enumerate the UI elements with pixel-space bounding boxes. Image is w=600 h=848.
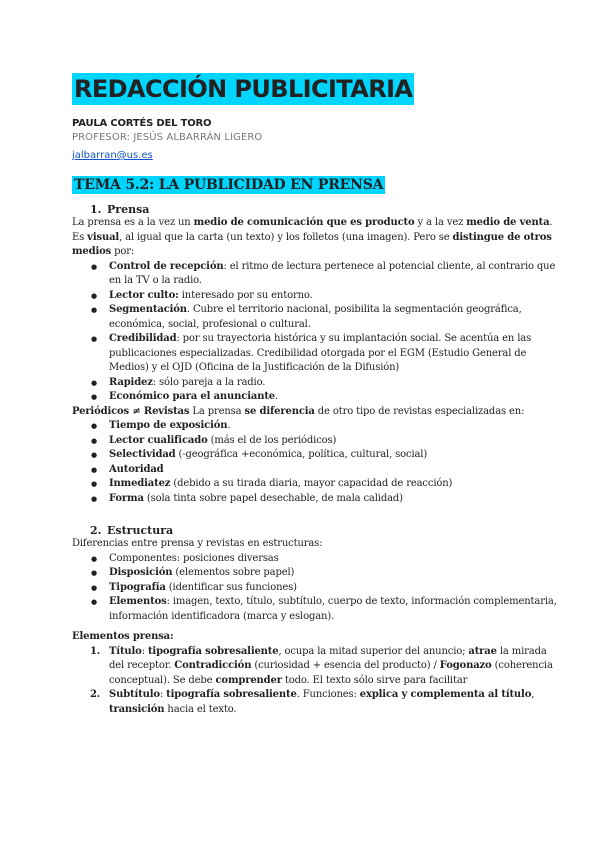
list-item: [109, 581, 560, 596]
bold-text: Control de recepción: [109, 260, 224, 272]
bold-text: medio de comunicación que es producto: [193, 217, 415, 228]
email-link[interactable]: jalbarran@us.es: [72, 150, 153, 161]
list-item: [109, 260, 560, 289]
text-run: (-geográfica +económica, política, cultural, social): [175, 449, 428, 460]
list-item: [109, 390, 560, 405]
bold-text: Fogonazo: [439, 660, 492, 671]
bold-text: Forma: [109, 492, 144, 504]
text-run: :: [159, 689, 167, 700]
text-run: .: [227, 420, 231, 431]
item-number: 2.: [90, 689, 101, 700]
bold-text: Inmediatez: [109, 478, 171, 489]
text-run: La prensa: [189, 405, 245, 417]
text-run: y a la vez: [414, 217, 467, 228]
list-item: [109, 448, 560, 463]
text-run: : sólo pareja a la radio.: [152, 376, 266, 388]
list-item: [109, 477, 560, 492]
text-run: hacia el texto.: [164, 703, 237, 715]
bold-text: transición: [109, 703, 165, 715]
bold-text: Tipografía: [109, 581, 166, 593]
list-item: [109, 595, 560, 624]
heading-label: Prensa: [107, 203, 150, 216]
bold-text: Tiempo de exposición: [109, 420, 228, 431]
text-run: (coherencia conceptual). Se debe: [109, 660, 553, 686]
bold-text: Credibilidad: [109, 333, 177, 344]
bold-text: Contradicción: [174, 660, 252, 671]
numbered-item: [90, 688, 560, 717]
heading-label: Estructura: [107, 524, 174, 537]
text-run: .: [275, 391, 279, 402]
list-item: [109, 463, 560, 478]
list-item: [109, 434, 560, 449]
bold-text: visual: [87, 231, 120, 243]
list-item: [109, 419, 560, 434]
list-item: [109, 303, 560, 332]
bold-text: Lector culto:: [109, 289, 179, 301]
text-run: interesado por su entorno.: [178, 289, 313, 301]
text-run: (debido a su tirada diaria, mayor capacidad de reacción): [170, 478, 453, 489]
bold-text: atrae: [468, 645, 497, 657]
list-item: [109, 376, 560, 391]
text-run: (sola tinta sobre papel desechable, de mala calidad): [143, 492, 403, 504]
text-run: (elementos sobre papel): [172, 567, 295, 578]
estructura-bullet-list: [72, 552, 560, 625]
heading-estructura: [90, 524, 560, 537]
text-run: todo. El texto sólo sirve para facilitar: [281, 674, 468, 686]
elementos-heading-label: Elementos prensa:: [72, 631, 174, 642]
section-title: TEMA 5.2: LA PUBLICIDAD EN PRENSA: [74, 177, 384, 193]
bold-text: Título: [109, 645, 142, 657]
bold-text: Periódicos ≠ Revistas: [72, 405, 190, 417]
elementos-numbered-list: [72, 645, 560, 718]
text-run: . Funciones:: [296, 689, 360, 700]
text-run: de otro tipo de revistas especializadas en:: [314, 405, 525, 417]
text-run: . Cubre el territorio nacional, posibilita la segmentación geográfica, económica, social, profesional o cultural.: [109, 304, 522, 330]
text-run: , ocupa la mitad superior del anuncio;: [278, 645, 469, 657]
text-run: , al igual que la carta (un texto) y los folletos (una imagen). Pero se: [119, 231, 453, 243]
text-run: : el ritmo de lectura pertenece al potencial cliente, al contrario que en la TV o la radio.: [109, 260, 556, 286]
bold-text: Elementos: [109, 596, 167, 607]
bold-text: Rapidez: [109, 376, 153, 388]
list-item: [109, 566, 560, 581]
bold-text: medio de venta: [466, 217, 550, 228]
prensa-intro: [72, 216, 560, 260]
bold-text: se diferencia: [244, 405, 315, 417]
author-name: PAULA CORTÉS DEL TORO: [72, 118, 212, 129]
bold-text: tipografía sobresaliente: [147, 645, 279, 657]
professor-line: PROFESOR: JESÚS ALBARRÁN LIGERO: [72, 132, 263, 143]
bold-text: distingue de otros medios: [72, 231, 552, 257]
text-run: :: [141, 645, 148, 657]
text-run: : por su trayectoria histórica y su implantación social. Se acentúa en las publicaciones especializadas. Credibilidad otorgada por el EGM (Estudio General de Medios) y el OJD (Oficina de la Justificación de la Difusión): [109, 333, 532, 373]
bold-text: tipografía sobresaliente: [166, 689, 297, 700]
numbered-item: [90, 645, 560, 689]
bold-text: Segmentación: [109, 304, 187, 315]
elementos-heading: [72, 630, 560, 645]
list-item: [109, 289, 560, 304]
heading-prensa: [90, 203, 560, 216]
bold-text: Subtítulo: [109, 689, 160, 700]
document-title: REDACCIÓN PUBLICITARIA: [74, 75, 413, 103]
bold-text: Selectividad: [109, 449, 176, 460]
bold-text: Disposición: [109, 567, 173, 578]
bold-text: Lector cualificado: [109, 434, 208, 446]
bold-text: explica y complementa al título: [359, 689, 532, 700]
item-number: 1.: [90, 645, 101, 657]
text-run: (curiosidad + esencia del producto) /: [251, 660, 440, 671]
heading-number: 1.: [90, 203, 102, 216]
text-run: (más el de los periódicos): [207, 434, 337, 446]
text-run: ,: [531, 689, 535, 700]
text-run: La prensa es a la vez un: [72, 217, 194, 228]
prensa-bullet-list: [72, 260, 560, 405]
list-item: [109, 492, 560, 507]
bold-text: Económico para el anunciante: [109, 391, 275, 402]
bold-text: comprender: [215, 674, 282, 686]
text-run: la mirada del receptor.: [109, 645, 547, 671]
estructura-intro: Diferencias entre prensa y revistas en estructuras:: [72, 538, 323, 549]
list-item: [109, 332, 560, 376]
periodicos-intro: [72, 405, 560, 420]
periodicos-bullet-list: [72, 419, 560, 506]
text-run: . Es: [72, 217, 553, 243]
list-item: [109, 552, 560, 567]
text-run: (identificar sus funciones): [165, 581, 297, 593]
text-run: por:: [111, 246, 135, 257]
text-run: : imagen, texto, título, subtítulo, cuerpo de texto, información complementaria, información identificadora (marca y eslogan).: [109, 596, 557, 622]
text-run: Componentes: posiciones diversas: [109, 552, 279, 564]
bold-text: Autoridad: [109, 463, 164, 475]
heading-number: 2.: [90, 524, 102, 537]
